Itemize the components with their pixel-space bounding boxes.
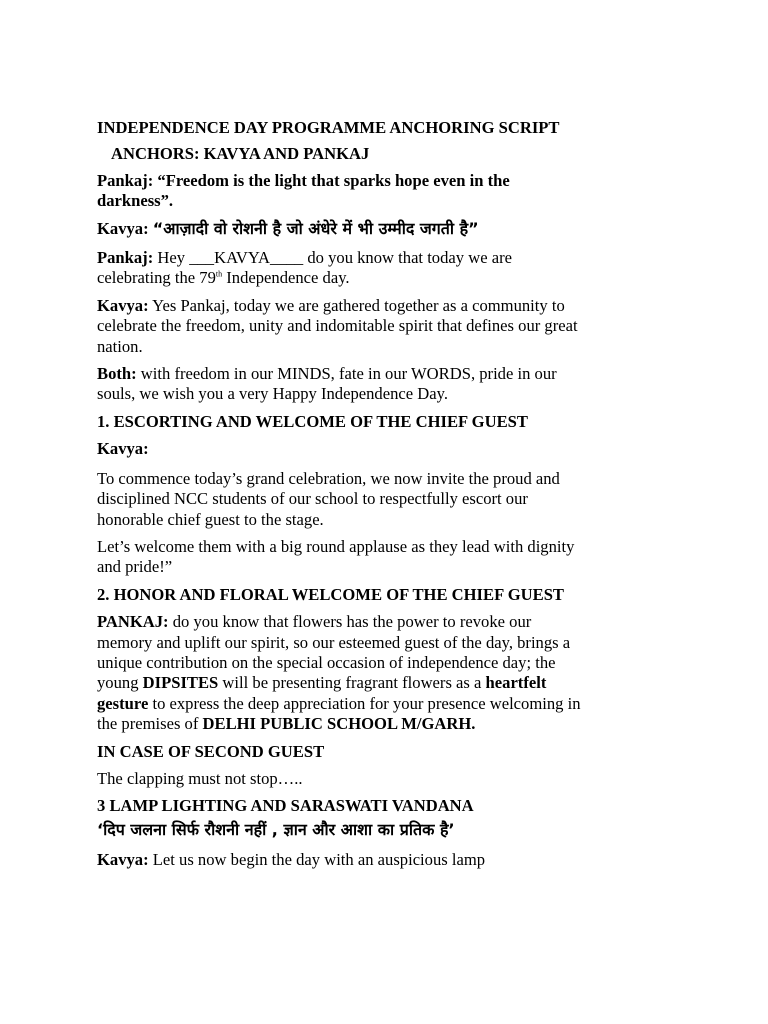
opening-quote-paragraph	[97, 171, 587, 212]
section-heading: 3 LAMP LIGHTING AND SARASWATI VANDANA	[97, 796, 474, 816]
dialogue-text: Let us now begin the day with an auspicious lamp	[148, 850, 486, 870]
dialogue-text: Independence day.	[222, 268, 350, 288]
quote-text: “Freedom is the light that sparks hope even in the darkness”.	[97, 170, 510, 211]
dialogue-paragraph	[97, 364, 587, 405]
dialogue-text: Yes Pankaj, today we are gathered together as a community to celebrate the freedom, unity and indomitable spirit that defines our great nation.	[97, 295, 578, 356]
hindi-quote-line: ‘दिप जलना सिर्फ रौशनी नहीं , ज्ञान और आशा का प्रतिक है’	[97, 819, 455, 839]
body-text: will be presenting fragrant flowers as a	[218, 673, 486, 693]
section-heading: IN CASE OF SECOND GUEST	[97, 741, 325, 761]
speaker-label: Kavya:	[97, 218, 149, 238]
body-paragraph: To commence today’s grand celebration, we now invite the proud and disciplined NCC students of our school to respectfully escort our honorable chief guest to the stage.	[97, 468, 560, 529]
body-paragraph	[97, 612, 587, 734]
document-page	[97, 118, 587, 878]
emphasis-text: heartfelt gesture	[97, 673, 547, 713]
hindi-quote-paragraph	[97, 219, 587, 239]
dialogue-paragraph	[97, 248, 587, 289]
section-heading: 2. HONOR AND FLORAL WELCOME OF THE CHIEF GUEST	[97, 584, 564, 604]
dialogue-text: with freedom in our MINDS, fate in our WORDS, pride in our souls, we wish you a very Happy Independence Day.	[97, 364, 557, 404]
speaker-label: Kavya:	[97, 295, 149, 315]
speaker-label: PANKAJ:	[97, 612, 169, 632]
anchors-line: ANCHORS: KAVYA AND PANKAJ	[111, 144, 370, 164]
school-name: DELHI PUBLIC SCHOOL M/GARH.	[202, 714, 476, 734]
body-text: do you know that flowers has the power to revoke our memory and uplift our spirit, so our esteemed guest of the day, brings a unique contribution on the special occasion of independence day; the young	[97, 612, 571, 693]
speaker-label: Kavya:	[97, 850, 149, 870]
document-title: INDEPENDENCE DAY PROGRAMME ANCHORING SCRIPT	[97, 118, 560, 137]
section-heading: 1. ESCORTING AND WELCOME OF THE CHIEF GUEST	[97, 411, 528, 431]
body-text: to express the deep appreciation for your presence welcoming in the premises of	[97, 693, 581, 734]
body-paragraph: The clapping must not stop…..	[97, 768, 303, 788]
ordinal-suffix: th	[215, 269, 223, 279]
dialogue-text: Hey ___KAVYA____ do you know that today we are celebrating the 79	[97, 248, 512, 288]
speaker-label: Pankaj:	[97, 248, 154, 268]
dialogue-paragraph	[97, 296, 587, 357]
speaker-label: Pankaj:	[97, 170, 154, 190]
speaker-label: Kavya:	[97, 439, 149, 459]
dialogue-paragraph	[97, 850, 587, 870]
body-paragraph: Let’s welcome them with a big round applause as they lead with dignity and pride!”	[97, 536, 575, 577]
hindi-quote-text: “आज़ादी वो रोशनी है जो अंधेरे में भी उम्मीद जगती है”	[152, 218, 479, 238]
emphasis-text: DIPSITES	[142, 673, 219, 693]
speaker-label: Both:	[97, 364, 137, 384]
